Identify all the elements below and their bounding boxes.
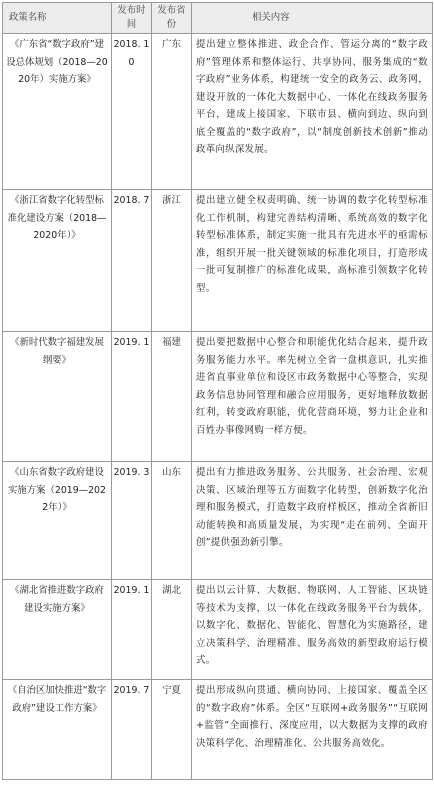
header-content: 相关内容 (192, 3, 433, 34)
province-cell: 湖北 (152, 580, 192, 680)
header-release-date: 发布时间 (112, 3, 152, 34)
province-cell: 广东 (152, 34, 192, 190)
province-cell: 山东 (152, 462, 192, 580)
table-row (3, 680, 433, 780)
release-date-cell: 2019. 1 (112, 580, 152, 680)
content-cell: 提出建立整体推进、政企合作、管运分离的“数字政府”管理体系和整体运行、共享协同、服务集成的“数字政府”业务体系，构建统一安全的政务云、政务网，建设开放的一体化大数据中心、一体化在线政务服务平台，建成上接国家、下联市县、横向到边、纵向到底全覆盖的“数字政府”，以“制度创新技术创新”推动政革向纵深发展。 (192, 34, 433, 190)
release-date-cell: 2019. 7 (112, 680, 152, 780)
content-cell: 提出有力推进政务服务、公共服务、社会治理、宏观决策、区域治理等五方面数字化转型，创新数字化治理和服务模式，打造数字政府样板区，推动全省新旧动能转换和高质量发展，为实现“走在前列、全面开创”提供强劲新引擎。 (192, 462, 433, 580)
policy-name-cell: 《新时代数字福建发展纲要》 (3, 332, 112, 462)
table-row (3, 332, 433, 462)
table-row (3, 190, 433, 332)
release-date-cell: 2018. 10 (112, 34, 152, 190)
content-cell: 提出要把数据中心整合和职能优化结合起来，提升政务服务能力水平。率先树立全省一盘棋意识，扎实推进省直事业单位和设区市政务数据中心等整合，实现政务信息协同管理和融合应用服务，更好地释放数据红利，转变政府职能，优化营商环境，努力让企业和百姓办事像网购一样方便。 (192, 332, 433, 462)
policy-name-cell: 《山东省数字政府建设实施方案（2019—2022年）》 (3, 462, 112, 580)
header-policy-name: 政策名称 (3, 3, 112, 34)
province-cell: 宁夏 (152, 680, 192, 780)
policy-name-cell: 《浙江省数字化转型标准化建设方案（2018—2020年）》 (3, 190, 112, 332)
release-date-cell: 2018. 7 (112, 190, 152, 332)
policy-name-cell: 《湖北省推进数字政府建设实施方案》 (3, 580, 112, 680)
policy-table (2, 2, 433, 780)
table-row (3, 580, 433, 680)
table-row (3, 34, 433, 190)
policy-name-cell: 《自治区加快推进“数字政府”建设工作方案》 (3, 680, 112, 780)
policy-name-cell: 《广东省“数字政府”建设总体规划（2018—2020年）实施方案》 (3, 34, 112, 190)
table-header-row (3, 3, 433, 34)
release-date-cell: 2019. 1 (112, 332, 152, 462)
release-date-cell: 2019. 3 (112, 462, 152, 580)
province-cell: 福建 (152, 332, 192, 462)
header-province: 发布省份 (152, 3, 192, 34)
table-row (3, 462, 433, 580)
content-cell: 提出以云计算、大数据、物联网、人工智能、区块链等技术为支撑，以一体化在线政务服务平台为载体，以数字化、数据化、智能化、智慧化为实施路径，建立决策科学、治理精准、服务高效的新型政府运行模式。 (192, 580, 433, 680)
province-cell: 浙江 (152, 190, 192, 332)
content-cell: 提出建立健全权责明确、统一协调的数字化转型标准化工作机制，构建完善结构清晰、系统高效的数字化转型标准体系，制定实施一批具有先进水平的亟需标准，组织开展一批关键领域的标准化项目，打造形成一批可复制推广的标准化成果，高标准引领数字化转型。 (192, 190, 433, 332)
content-cell: 提出形成纵向贯通、横向协同、上接国家、覆盖全区的“数字政府”体系。全区“互联网+政务服务”“互联网+监管”全面推行、深度应用，以大数据为支撑的政府决策科学化、治理精准化、公共服务高效化。 (192, 680, 433, 780)
